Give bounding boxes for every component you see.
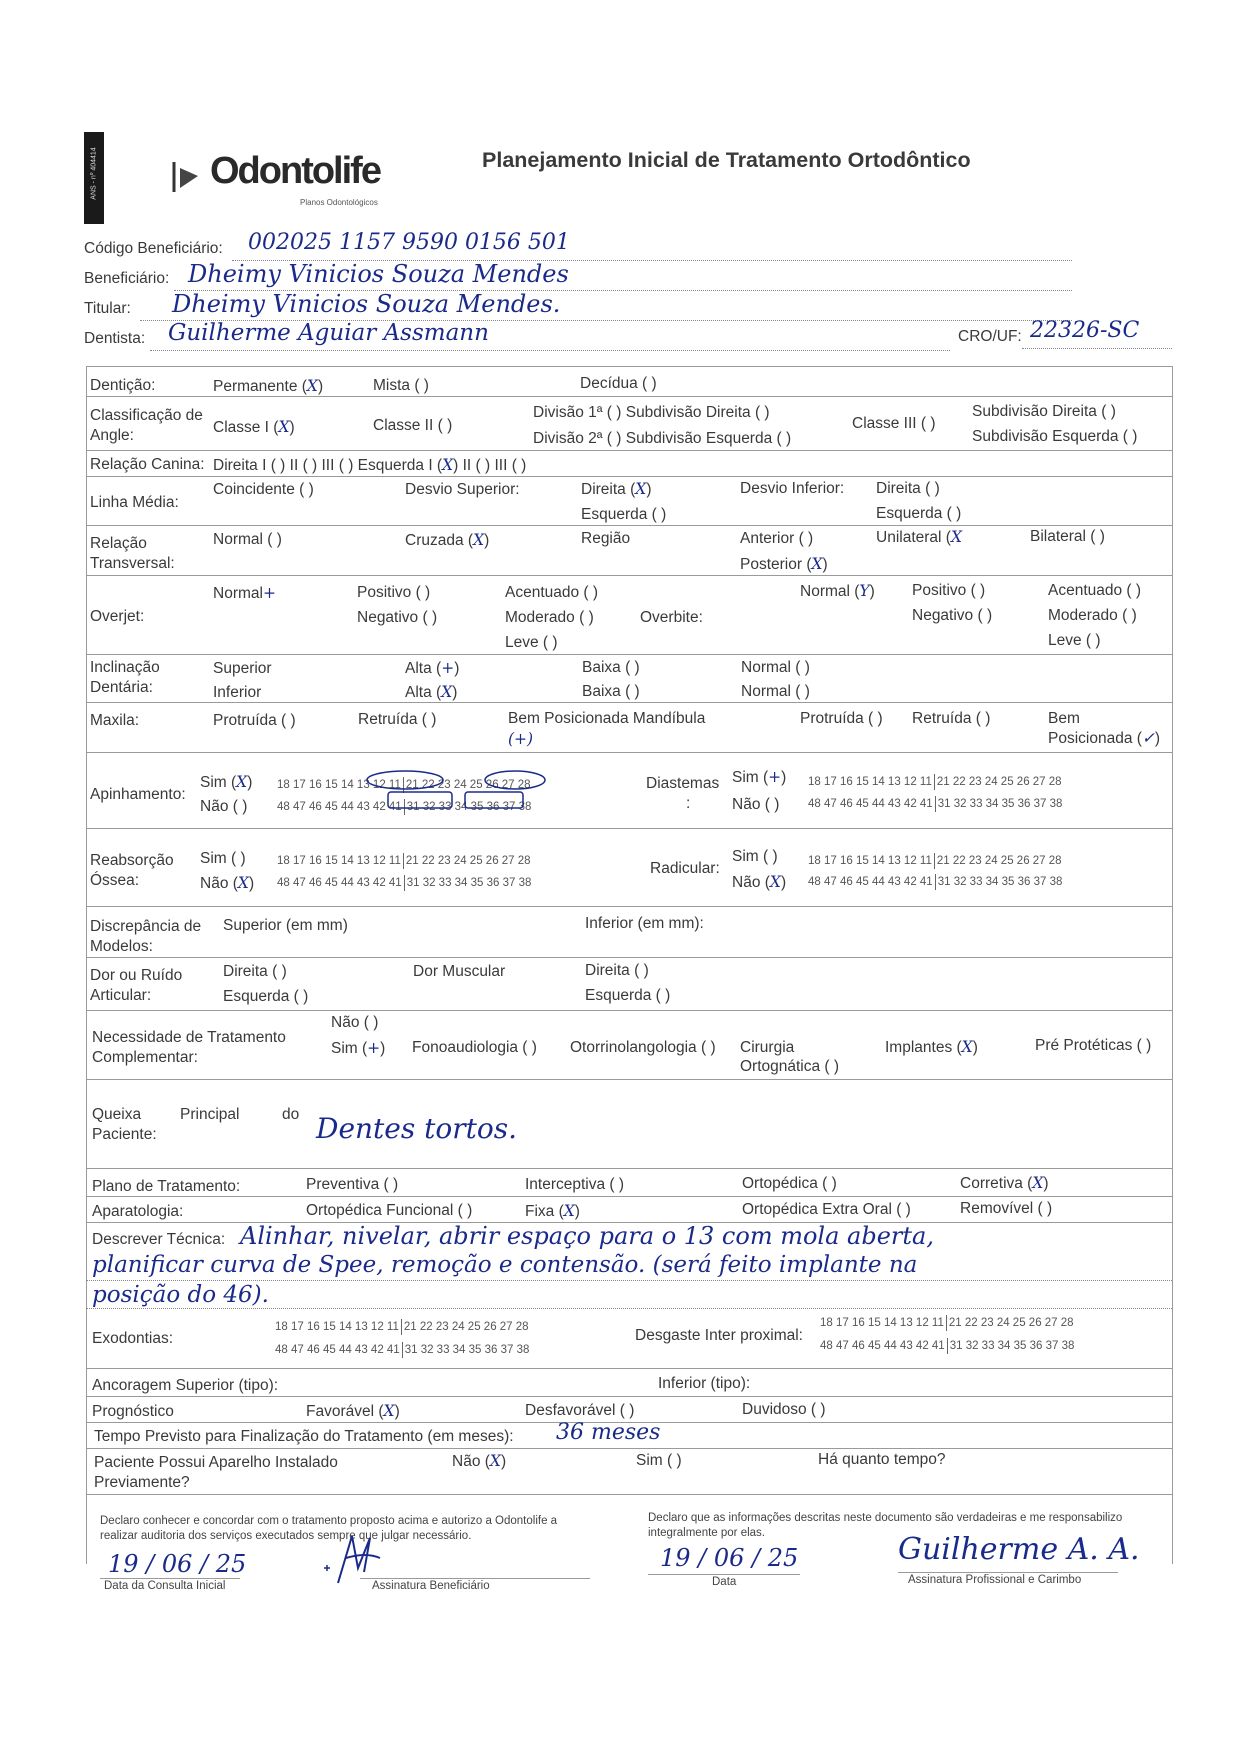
tempo-value[interactable]: 36 meses xyxy=(556,1420,661,1445)
overbite-negativo[interactable]: Negativo ( ) xyxy=(912,607,993,624)
mandibula-posicionada[interactable]: Posicionada (✓) xyxy=(1048,729,1161,747)
beneficiario-signature-icon[interactable] xyxy=(318,1528,398,1588)
queixa-label-2: Principal xyxy=(180,1106,240,1123)
inclinacao-baixa2[interactable]: Baixa ( ) xyxy=(582,683,640,700)
apinhamento-circles xyxy=(360,768,560,818)
inclinacao-normal1[interactable]: Normal ( ) xyxy=(741,659,810,676)
declaracao-left-2: realizar auditoria dos serviços executados sempre que julgar necessário. xyxy=(100,1530,472,1542)
canina-label: Relação Canina: xyxy=(90,456,205,473)
titular-label: Titular: xyxy=(84,300,131,317)
dentista-value[interactable]: Guilherme Aguiar Assmann xyxy=(168,320,489,346)
overjet-label: Overjet: xyxy=(90,608,145,625)
denticao-label: Dentição: xyxy=(90,377,156,394)
logo-text: Odontolife xyxy=(210,150,380,192)
linha-media-esq2[interactable]: Esquerda ( ) xyxy=(876,505,962,522)
mandibula-protruida[interactable]: Protruída ( ) xyxy=(800,710,883,727)
aparatologia-fixa[interactable]: Fixa (X) xyxy=(525,1202,580,1220)
tecnica-label: Descrever Técnica: xyxy=(92,1231,226,1248)
exodontias-upper-teeth[interactable]: 18 17 16 15 14 13 12 11 21 22 23 24 25 26 27 28 xyxy=(275,1319,529,1335)
reabsorcao-label: Reabsorção Óssea: xyxy=(90,852,174,889)
inclinacao-inferior: Inferior xyxy=(213,684,262,701)
complementar-sim[interactable]: Sim (+) xyxy=(331,1039,386,1057)
prognostico-duvidoso[interactable]: Duvidoso ( ) xyxy=(742,1401,826,1418)
denticao-decidua[interactable]: Decídua ( ) xyxy=(580,375,657,392)
complementar-otorrino[interactable]: Otorrinolangologia ( ) xyxy=(570,1039,716,1056)
transversal-unilateral[interactable]: Unilateral (X xyxy=(876,528,962,546)
diastemas-nao[interactable]: Não ( ) xyxy=(732,796,780,813)
angle-classe2[interactable]: Classe II ( ) xyxy=(373,417,453,434)
date-profissional[interactable]: 19 / 06 / 25 xyxy=(660,1544,799,1572)
ruido-direita[interactable]: Direita ( ) xyxy=(223,963,287,980)
side-stamp-text: ANS - nº 404414 xyxy=(90,147,98,200)
diastemas-lower-teeth[interactable]: 48 47 46 45 44 43 42 41 31 32 33 34 35 36 37 38 xyxy=(808,796,1062,812)
linha-media-dir1[interactable]: Direita (X) xyxy=(581,480,652,498)
desgaste-lower-teeth[interactable]: 48 47 46 45 44 43 42 41 31 32 33 34 35 36 37 38 xyxy=(820,1338,1074,1354)
aparelho-sim[interactable]: Sim ( ) xyxy=(636,1452,682,1469)
plano-interceptiva[interactable]: Interceptiva ( ) xyxy=(525,1176,625,1193)
prognostico-label: Prognóstico xyxy=(92,1403,174,1420)
beneficiario-signature-label: Assinatura Beneficiário xyxy=(372,1580,490,1592)
overbite-positivo[interactable]: Positivo ( ) xyxy=(912,582,986,599)
logo-subtitle: Planos Odontológicos xyxy=(300,198,378,207)
linha-media-desvio-inf: Desvio Inferior: xyxy=(740,480,845,497)
desgaste-upper-teeth[interactable]: 18 17 16 15 14 13 12 11 21 22 23 24 25 26 27 28 xyxy=(820,1315,1074,1331)
prognostico-desfavoravel[interactable]: Desfavorável ( ) xyxy=(525,1402,635,1419)
overjet-positivo[interactable]: Positivo ( ) xyxy=(357,584,431,601)
transversal-bilateral[interactable]: Bilateral ( ) xyxy=(1030,528,1105,545)
overbite-normal[interactable]: Normal (Y) xyxy=(800,582,875,600)
reabsorcao-nao[interactable]: Não (X) xyxy=(200,874,255,892)
date-consulta[interactable]: 19 / 06 / 25 xyxy=(108,1550,247,1578)
tecnica-line-2[interactable]: planificar curva de Spee, remoção e contensão. (será feito implante na xyxy=(92,1252,918,1278)
diastemas-label: Diastemas xyxy=(646,775,720,792)
apinhamento-label: Apinhamento: xyxy=(90,786,186,803)
exodontias-lower-teeth[interactable]: 48 47 46 45 44 43 42 41 31 32 33 34 35 36 37 38 xyxy=(275,1342,529,1358)
linha-media-esq1[interactable]: Esquerda ( ) xyxy=(581,506,667,523)
cro-value[interactable]: 22326-SC xyxy=(1030,318,1140,343)
tecnica-line-3[interactable]: posição do 46). xyxy=(92,1282,269,1308)
transversal-normal[interactable]: Normal ( ) xyxy=(213,531,282,548)
apinhamento-nao[interactable]: Não ( ) xyxy=(200,798,248,815)
discrepancia-label: Discrepância de Modelos: xyxy=(90,918,202,955)
inclinacao-baixa1[interactable]: Baixa ( ) xyxy=(582,659,640,676)
overjet-moderado[interactable]: Moderado ( ) xyxy=(505,609,594,626)
linha-media-label: Linha Média: xyxy=(90,494,179,511)
queixa-label-3: do xyxy=(282,1106,300,1123)
radicular-upper-teeth[interactable]: 18 17 16 15 14 13 12 11 21 22 23 24 25 26 27 28 xyxy=(808,853,1062,869)
ruido-label: Dor ou Ruído Articular: xyxy=(90,967,183,1004)
aparatologia-removivel[interactable]: Removível ( ) xyxy=(960,1200,1053,1217)
linha-media-dir2[interactable]: Direita ( ) xyxy=(876,480,940,497)
queixa-value[interactable]: Dentes tortos. xyxy=(316,1112,518,1145)
plano-corretiva[interactable]: Corretiva (X) xyxy=(960,1174,1049,1192)
inclinacao-normal2[interactable]: Normal ( ) xyxy=(741,683,810,700)
angle-div2[interactable]: Divisão 2ª ( ) Subdivisão Esquerda ( ) xyxy=(533,430,792,447)
declaracao-left-1: Declaro conhecer e concordar com o tratamento proposto acima e autorizo a Odontolife a xyxy=(100,1515,558,1527)
queixa-label-4: Paciente: xyxy=(92,1126,157,1143)
codigo-label: Código Beneficiário: xyxy=(84,240,223,257)
logo-mark-icon xyxy=(168,158,208,198)
angle-sub-dir[interactable]: Subdivisão Direita ( ) xyxy=(972,403,1116,420)
aparatologia-extra[interactable]: Ortopédica Extra Oral ( ) xyxy=(742,1201,911,1218)
beneficiario-label: Beneficiário: xyxy=(84,270,170,287)
linha-media-desvio-sup: Desvio Superior: xyxy=(405,481,520,498)
complementar-ortognatica[interactable]: Ortognática ( ) xyxy=(740,1058,840,1075)
diastemas-sim[interactable]: Sim (+) xyxy=(732,768,787,786)
aparelho-label-2: Previamente? xyxy=(94,1474,190,1491)
radicular-nao[interactable]: Não (X) xyxy=(732,873,787,891)
dor-direita[interactable]: Direita ( ) xyxy=(585,962,649,979)
mandibula-bem: Bem xyxy=(1048,710,1080,727)
overbite-label: Overbite: xyxy=(640,609,703,626)
plano-label: Plano de Tratamento: xyxy=(92,1178,241,1195)
radicular-label: Radicular: xyxy=(650,860,720,877)
maxila-bem[interactable]: Bem Posicionada Mandíbula xyxy=(508,710,706,727)
aparelho-nao[interactable]: Não (X) xyxy=(452,1452,507,1470)
overbite-moderado[interactable]: Moderado ( ) xyxy=(1048,607,1137,624)
overjet-negativo[interactable]: Negativo ( ) xyxy=(357,609,438,626)
exodontias-label: Exodontias: xyxy=(92,1330,173,1347)
inclinacao-alta1[interactable]: Alta (+) xyxy=(405,659,460,677)
mandibula-retruida[interactable]: Retruída ( ) xyxy=(912,710,991,727)
declaracao-right-1: Declaro que as informações descritas neste documento são verdadeiras e me responsabilizo xyxy=(648,1512,1123,1524)
date-profissional-label: Data xyxy=(712,1576,737,1588)
aparatologia-label: Aparatologia: xyxy=(92,1203,184,1220)
apinhamento-sim[interactable]: Sim (X) xyxy=(200,773,253,791)
beneficiario-value[interactable]: Dheimy Vinicios Souza Mendes xyxy=(188,260,569,288)
diastemas-upper-teeth[interactable]: 18 17 16 15 14 13 12 11 21 22 23 24 25 26 27 28 xyxy=(808,774,1062,790)
plano-ortopedica[interactable]: Ortopédica ( ) xyxy=(742,1175,837,1192)
complementar-cirurgia[interactable]: Cirurgia xyxy=(740,1039,795,1056)
overjet-acentuado[interactable]: Acentuado ( ) xyxy=(505,584,599,601)
inclinacao-superior: Superior xyxy=(213,660,272,677)
ruido-esquerda[interactable]: Esquerda ( ) xyxy=(223,988,309,1005)
angle-label: Classificação de Angle: xyxy=(90,407,203,444)
aparelho-label-1: Paciente Possui Aparelho Instalado xyxy=(94,1454,338,1471)
complementar-fono[interactable]: Fonoaudiologia ( ) xyxy=(412,1039,537,1056)
prognostico-favoravel[interactable]: Favorável (X) xyxy=(306,1402,400,1420)
apinhamento-lower-teeth[interactable]: 48 47 46 45 44 43 42 41 31 32 33 34 35 36 37 38 xyxy=(277,799,531,815)
titular-value[interactable]: Dheimy Vinicios Souza Mendes. xyxy=(172,290,561,318)
complementar-pre[interactable]: Pré Protéticas ( ) xyxy=(1035,1037,1152,1054)
inclinacao-alta2[interactable]: Alta (X) xyxy=(405,683,458,701)
overbite-acentuado[interactable]: Acentuado ( ) xyxy=(1048,582,1142,599)
plano-preventiva[interactable]: Preventiva ( ) xyxy=(306,1176,399,1193)
page-title: Planejamento Inicial de Tratamento Ortodôntico xyxy=(482,148,971,172)
tecnica-line-1[interactable]: Alinhar, nivelar, abrir espaço para o 13 com mola aberta, xyxy=(240,1222,934,1250)
dor-muscular-label: Dor Muscular xyxy=(413,963,506,980)
denticao-permanente[interactable]: Permanente (X) xyxy=(213,377,324,395)
dor-esquerda[interactable]: Esquerda ( ) xyxy=(585,987,671,1004)
transversal-cruzada[interactable]: Cruzada (X) xyxy=(405,531,490,549)
overjet-leve[interactable]: Leve ( ) xyxy=(505,634,558,651)
declaracao-right-2: integralmente por elas. xyxy=(648,1527,765,1539)
discrepancia-inferior[interactable]: Inferior (em mm): xyxy=(585,915,704,932)
maxila-retruida[interactable]: Retruída ( ) xyxy=(358,711,437,728)
dentista-label: Dentista: xyxy=(84,330,146,347)
transversal-anterior[interactable]: Anterior ( ) xyxy=(740,530,814,547)
transversal-regiao: Região xyxy=(581,530,631,547)
complementar-label: Necessidade de Tratamento Complementar: xyxy=(92,1029,286,1066)
linha-media-coincidente[interactable]: Coincidente ( ) xyxy=(213,481,314,498)
diastemas-colon: : xyxy=(686,795,691,812)
discrepancia-superior[interactable]: Superior (em mm) xyxy=(223,917,348,934)
transversal-posterior[interactable]: Posterior (X) xyxy=(740,555,828,573)
complementar-nao[interactable]: Não ( ) xyxy=(331,1014,379,1031)
overbite-leve[interactable]: Leve ( ) xyxy=(1048,632,1101,649)
profissional-signature[interactable]: Guilherme A. A. xyxy=(898,1532,1140,1567)
radicular-lower-teeth[interactable]: 48 47 46 45 44 43 42 41 31 32 33 34 35 36 37 38 xyxy=(808,874,1062,890)
canina-options[interactable]: Direita I ( ) II ( ) III ( ) Esquerda I (X) II ( ) III ( ) xyxy=(213,456,527,474)
ancoragem-superior[interactable]: Ancoragem Superior (tipo): xyxy=(92,1377,279,1394)
transversal-label: Relação Transversal: xyxy=(90,535,175,572)
angle-div1[interactable]: Divisão 1ª ( ) Subdivisão Direita ( ) xyxy=(533,404,770,421)
denticao-mista[interactable]: Mista ( ) xyxy=(373,377,429,394)
desgaste-label: Desgaste Inter proximal: xyxy=(635,1327,803,1344)
angle-sub-esq[interactable]: Subdivisão Esquerda ( ) xyxy=(972,428,1138,445)
angle-classe1[interactable]: Classe I (X) xyxy=(213,418,295,436)
maxila-bem-mark[interactable]: (+) xyxy=(508,730,534,748)
cro-label: CRO/UF: xyxy=(958,328,1022,345)
profissional-signature-label: Assinatura Profissional e Carimbo xyxy=(908,1574,1082,1586)
angle-classe3[interactable]: Classe III ( ) xyxy=(852,415,936,432)
date-consulta-label: Data da Consulta Inicial xyxy=(104,1580,226,1592)
maxila-protruida[interactable]: Protruída ( ) xyxy=(213,712,296,729)
overjet-normal[interactable]: Normal+ xyxy=(213,584,276,602)
tempo-label: Tempo Previsto para Finalização do Tratamento (em meses): xyxy=(94,1428,514,1445)
radicular-sim[interactable]: Sim ( ) xyxy=(732,848,778,865)
reabsorcao-lower-teeth[interactable]: 48 47 46 45 44 43 42 41 31 32 33 34 35 36 37 38 xyxy=(277,875,531,891)
reabsorcao-sim[interactable]: Sim ( ) xyxy=(200,850,246,867)
aparelho-ha-quanto[interactable]: Há quanto tempo? xyxy=(818,1451,946,1468)
apinhamento-upper-teeth[interactable]: 18 17 16 15 14 13 12 11 21 22 23 24 25 26 27 28 xyxy=(277,777,531,793)
ancoragem-inferior[interactable]: Inferior (tipo): xyxy=(658,1375,751,1392)
complementar-implantes[interactable]: Implantes (X) xyxy=(885,1038,978,1056)
queixa-label-1: Queixa xyxy=(92,1106,142,1123)
maxila-label: Maxila: xyxy=(90,712,140,729)
reabsorcao-upper-teeth[interactable]: 18 17 16 15 14 13 12 11 21 22 23 24 25 26 27 28 xyxy=(277,853,531,869)
aparatologia-funcional[interactable]: Ortopédica Funcional ( ) xyxy=(306,1202,473,1219)
codigo-value[interactable]: 002025 1157 9590 0156 501 xyxy=(248,230,570,255)
inclinacao-label: Inclinação Dentária: xyxy=(90,659,160,696)
